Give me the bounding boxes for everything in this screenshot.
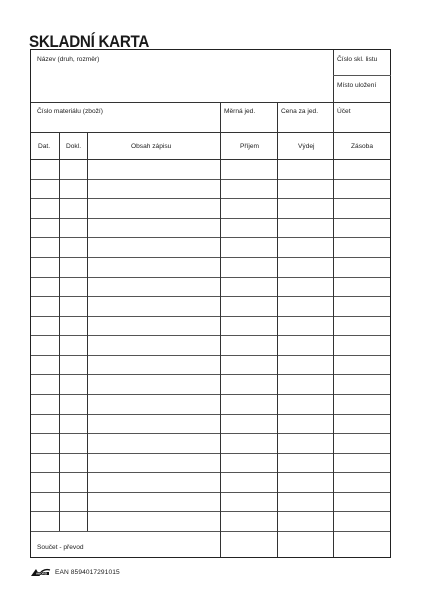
table-row-line xyxy=(31,511,390,512)
column-header-date: Dat. xyxy=(38,143,51,150)
table-row-line xyxy=(31,531,390,532)
column-divider xyxy=(59,132,60,531)
page-title: SKLADNÍ KARTA xyxy=(29,33,150,51)
column-divider xyxy=(220,132,221,557)
table-row-line xyxy=(31,414,390,415)
unit-label: Měrná jed. xyxy=(224,108,256,115)
table-row-line xyxy=(31,394,390,395)
column-header-content: Obsah zápisu xyxy=(131,143,172,150)
header-divider xyxy=(31,102,390,103)
table-row-line xyxy=(31,472,390,473)
header-divider xyxy=(333,50,334,102)
table-row-line xyxy=(31,277,390,278)
storage-place-label: Místo uložení xyxy=(337,82,377,89)
column-header-receipt: Příjem xyxy=(240,143,260,150)
table-row-line xyxy=(31,335,390,336)
table-row-line xyxy=(31,179,390,180)
column-header-divider xyxy=(31,159,390,160)
column-header-stock: Zásoba xyxy=(351,143,373,150)
table-row-line xyxy=(31,433,390,434)
table-row-line xyxy=(31,257,390,258)
column-divider xyxy=(87,132,88,531)
table-row-line xyxy=(31,453,390,454)
ean-code: EAN 8594017291015 xyxy=(55,568,120,576)
stock-card-form xyxy=(30,49,391,558)
sheet-number-label: Číslo skl. listu xyxy=(337,56,378,63)
header-divider xyxy=(333,102,334,132)
akord-logo-icon xyxy=(30,567,51,577)
table-row-line xyxy=(31,218,390,219)
svg-text:AKORD: AKORD xyxy=(36,571,47,576)
column-header-document: Dokl. xyxy=(66,143,82,150)
column-divider xyxy=(333,132,334,557)
header-divider xyxy=(220,102,221,132)
table-row-line xyxy=(31,492,390,493)
column-header-issue: Výdej xyxy=(298,143,315,150)
material-number-label: Číslo materiálu (zboží) xyxy=(37,108,103,115)
header-divider xyxy=(277,102,278,132)
table-row-line xyxy=(31,296,390,297)
table-row-line xyxy=(31,237,390,238)
header-divider xyxy=(333,75,391,76)
footer xyxy=(30,566,120,578)
header-divider xyxy=(31,132,390,133)
column-divider xyxy=(277,132,278,557)
total-transfer-label: Součet - převod xyxy=(37,544,84,551)
table-row-line xyxy=(31,374,390,375)
table-row-line xyxy=(31,198,390,199)
account-label: Účet xyxy=(337,108,351,115)
table-row-line xyxy=(31,355,390,356)
table-row-line xyxy=(31,316,390,317)
unit-price-label: Cena za jed. xyxy=(281,108,319,115)
name-label: Název (druh, rozměr) xyxy=(37,56,100,63)
